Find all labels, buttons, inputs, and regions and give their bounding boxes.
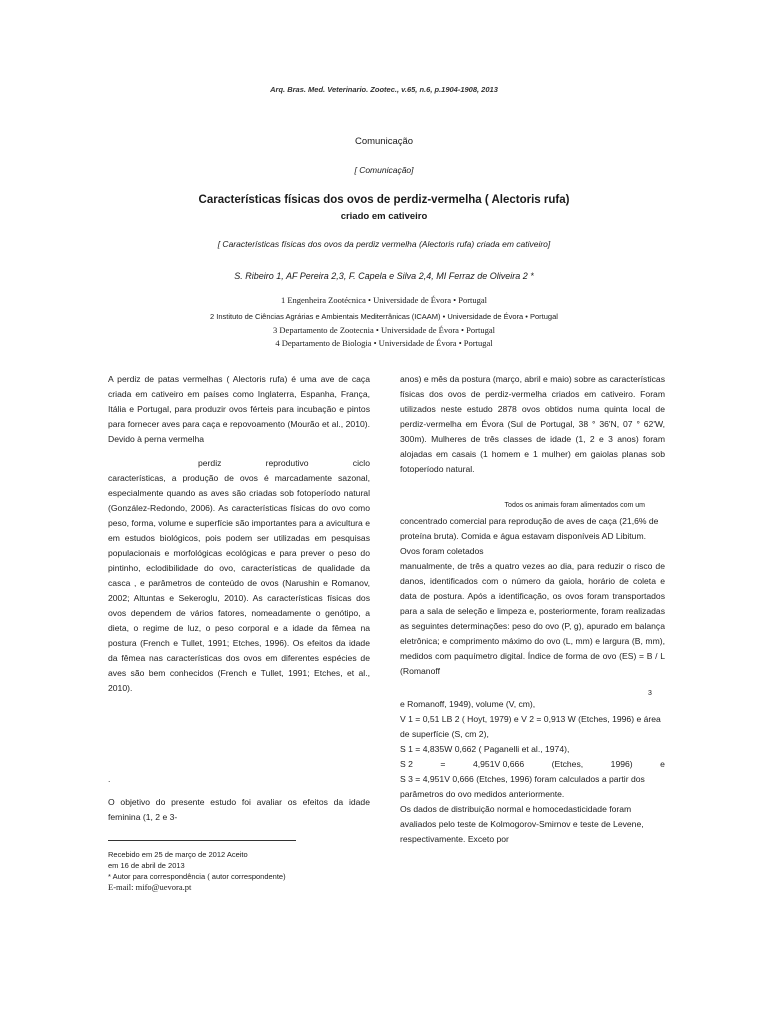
- affiliation-1: 1 Engenheira Zootécnica • Universidade de Évora • Portugal: [280, 295, 488, 305]
- body-paragraph: características, a produção de ovos é marcadamente sazonal, especialmente quando as aves são criadas sob fotoperíodo natural (González-Redondo, 2006). As características físicas do ovo como peso, forma, volume e superfície são importantes para a avicultura e em estudos biológicos, pois podem ser utilizadas em pesquisas populacionais e morfológicas ecológicas e para prever o peso do pintinho, eclodibilidade do ovo, características de qualidade da casca , e parâmetros de conteúdo de ovos (Narushin e Romanov, 2002; Altuntas e Sekeroglu, 2010). As características físicas dos ovos dependem de vários fatores, nomeadamente o genótipo, a dieta, o regime de luz, o peso corporal e a idade da fêmea na postura (French e Tullet, 1991; Etches, 1996). Os efeitos da idade da fêmea nas características dos ovos em diferentes espécies de aves são bem conhecidos (French e Tullet, 1991; Etches, et al., 2010).: [108, 473, 370, 693]
- s2-part-1: S 2: [400, 759, 413, 769]
- collection-paragraph: manualmente, de três a quatro vezes ao dia, para reduzir o risco de danos, identificados com o número da gaiola, horário de coleta e data de postura. Após a identificação, os ovos foram transportados para a sala de seleção e limpeza e, posteriormente, foram realizadas as seguintes determinações: peso do ovo (P, g), apurado em balança eletrônica; e comprimento máximo do ovo (L, mm) e largura (B, mm), medidos com paquímetro digital. Índice de forma de ovo (ES) = B / L (Romanoff: [400, 561, 665, 676]
- right-column-methods: [400, 372, 665, 477]
- objective-paragraph: O objetivo do presente estudo foi avaliar os efeitos da idade feminina (1, 2 e 3-: [108, 797, 370, 822]
- section-label: Comunicação: [354, 136, 414, 147]
- word-perdiz: perdiz: [198, 458, 222, 468]
- formula-v-lines: V 1 = 0,51 LB 2 ( Hoyt, 1979) e V 2 = 0,913 W (Etches, 1996) e área de superfície (S, cm 2),: [400, 714, 661, 739]
- journal-citation: Arq. Bras. Med. Veterinario. Zootec., v.65, n.6, p.1904-1908, 2013: [270, 85, 498, 94]
- received-date: Recebido em 25 de março de 2012 Aceito: [108, 850, 248, 859]
- affiliation-3: 3 Departamento de Zootecnia • Universidade de Évora • Portugal: [273, 325, 495, 335]
- volume-line: e Romanoff, 1949), volume (V, cm),: [400, 699, 536, 709]
- superscript-3: 3: [648, 690, 652, 697]
- s2-part-2: =: [440, 759, 446, 769]
- methods-paragraph: anos) e mês da postura (março, abril e maio) sobre as características físicas dos ovos de perdiz-vermelha criados em cativeiro. Foram utilizados neste estudo 2878 ovos obtidos numa quinta local de perdiz-vermelha em Évora (Sul de Portugal, 38 ° 36'N, 07 ° 62'W, 300m). Mulheres de três classes de idade (1, 2 e 3 anos) foram alojadas em casais (1 homem e 1 mulher) em gaiolas planas sob fotoperíodo natural.: [400, 374, 665, 474]
- left-column-body: [108, 471, 370, 696]
- s2-part-6: e: [660, 759, 665, 769]
- s2-part-4: (Etches,: [551, 759, 584, 769]
- s2-part-3: 4,951V 0,666: [472, 759, 525, 769]
- footnote-rule: [108, 840, 296, 841]
- author-list: S. Ribeiro 1, AF Pereira 2,3, F. Capela e Silva 2,4, MI Ferraz de Oliveira 2 *: [234, 271, 534, 281]
- intro-paragraph: A perdiz de patas vermelhas ( Alectoris rufa) é uma ave de caça criada em cativeiro em países como Inglaterra, Espanha, França, Itália e Portugal, para produzir ovos férteis para incubação e pintos para fornecer aves para caça e repovoamento (Mourão et al., 2010). Devido à perna vermelha: [108, 374, 370, 444]
- article-title: Características físicas dos ovos de perdiz-vermelha ( Alectoris rufa): [198, 194, 570, 206]
- section-label-english: [ Comunicação]: [354, 165, 414, 175]
- spaced-words-line: [108, 456, 370, 471]
- word-reprodutivo: reprodutivo: [265, 458, 309, 468]
- stray-dot: .: [108, 774, 111, 784]
- formula-s1-line: S 1 = 4,835W 0,662 ( Paganelli et al., 1974),: [400, 744, 570, 754]
- feeding-paragraph: concentrado comercial para reprodução de aves de caça (21,6% de proteína bruta). Comida e água estavam disponíveis AD Libitum. Ovos foram coletados: [400, 516, 659, 556]
- feeding-head: Todos os animais foram alimentados com um: [504, 502, 645, 509]
- formula-s2-line: [400, 757, 665, 772]
- article-title-english: [ Características físicas dos ovos da perdiz vermelha (Alectoris rufa) criada em cativeiro]: [217, 239, 551, 249]
- accepted-date: em 16 de abril de 2013: [108, 861, 185, 870]
- email-address[interactable]: E-mail: mifo@uevora.pt: [108, 882, 192, 892]
- word-ciclo: ciclo: [352, 458, 370, 468]
- affiliation-2: 2 Instituto de Ciências Agrárias e Ambientais Mediterrânicas (ICAAM) • Universidade de Évora • Portugal: [210, 312, 558, 321]
- corresponding-author: * Autor para correspondência ( autor correspondente): [108, 872, 286, 881]
- affiliation-4: 4 Departamento de Biologia • Universidade de Évora • Portugal: [275, 338, 493, 348]
- s2-part-5: 1996): [610, 759, 633, 769]
- statistics-paragraph: Os dados de distribuição normal e homocedasticidade foram avaliados pelo teste de Kolmogorov-Smirnov e teste de Levene, respectivamente. Exceto por: [400, 804, 644, 844]
- article-subtitle: criado em cativeiro: [340, 211, 428, 222]
- left-column-intro: [108, 372, 370, 447]
- formula-s3-paragraph: S 3 = 4,951V 0,666 (Etches, 1996) foram calculados a partir dos parâmetros do ovo medidos anteriormente.: [400, 774, 645, 799]
